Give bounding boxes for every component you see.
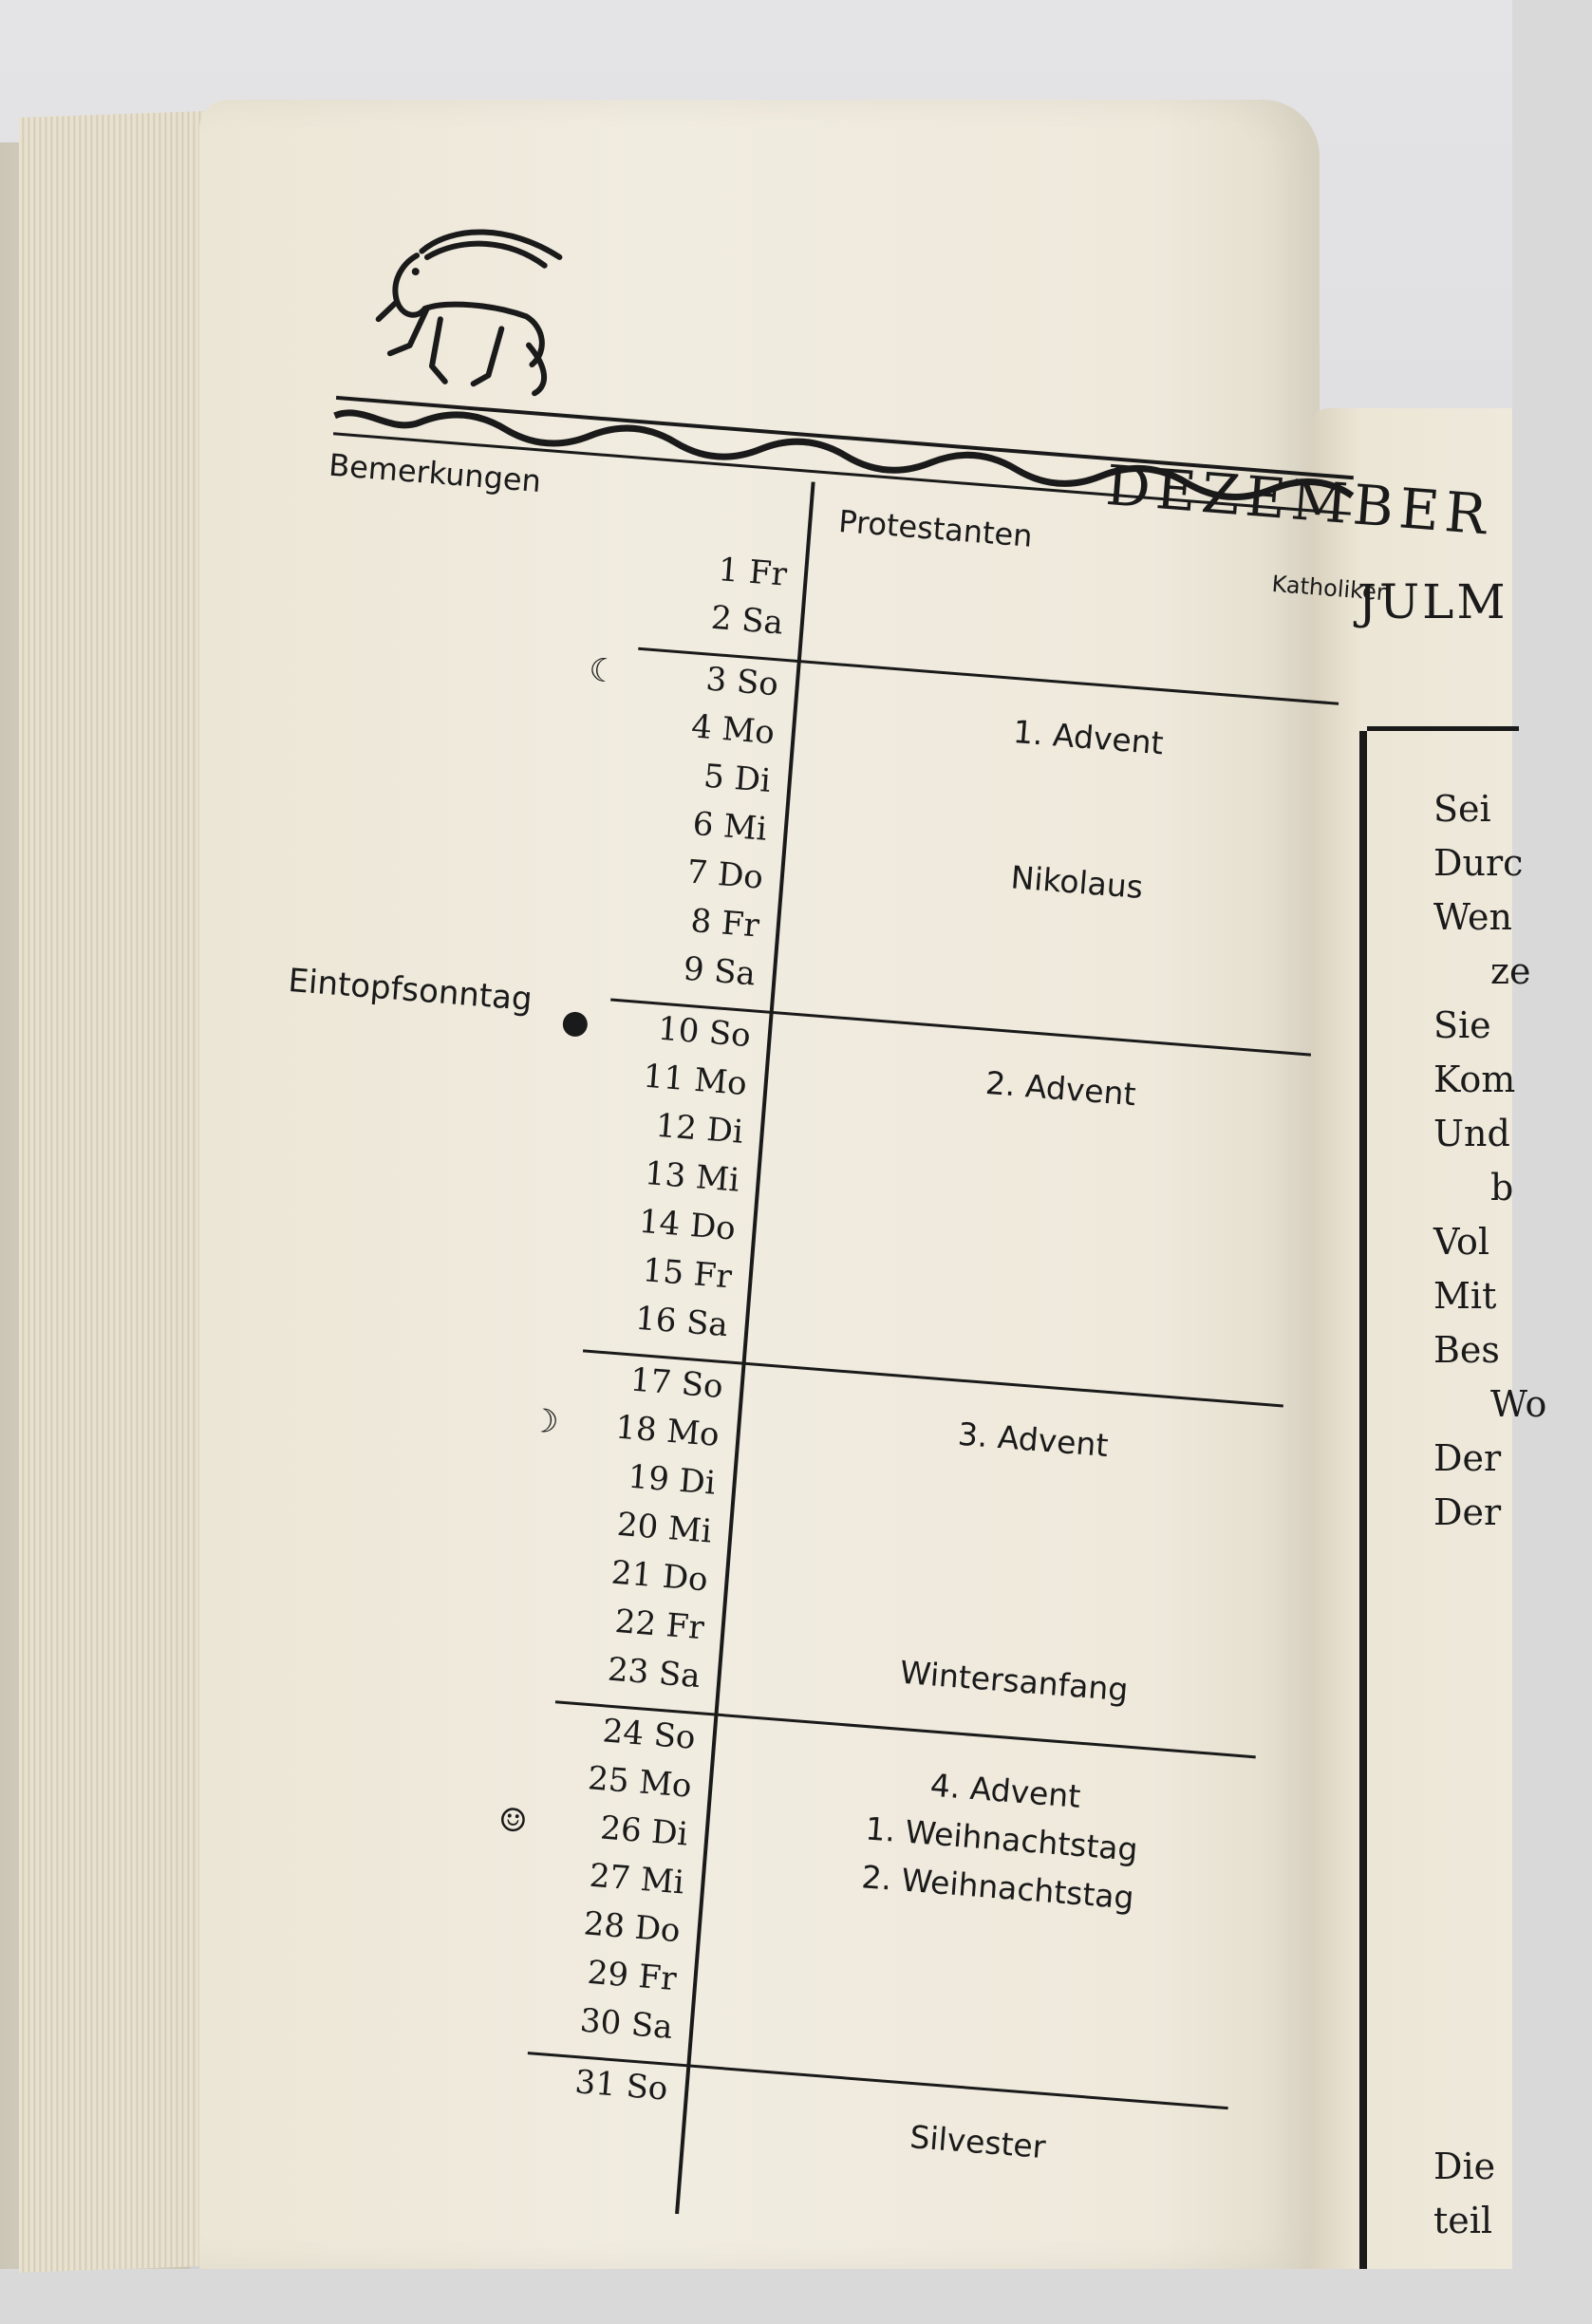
facing-page-line: Bes [1433, 1329, 1500, 1371]
calendar-event: Wintersanfang [898, 1653, 1130, 1709]
day-row: 1 Fr [717, 551, 789, 594]
capricorn-goat-icon [354, 209, 586, 405]
day-row: 26 Di [598, 1809, 690, 1854]
facing-page-line: Der [1433, 1437, 1502, 1479]
day-row: 17 So [628, 1360, 725, 1407]
facing-page-line: Mit [1433, 1275, 1497, 1317]
month-title: DEZEMBER [1103, 452, 1495, 548]
day-row: 6 Mi [691, 804, 769, 849]
day-row: 14 Do [637, 1202, 738, 1248]
moon-phase-icon: ☺ [496, 1801, 530, 1842]
day-row: 16 Sa [633, 1299, 730, 1345]
calendar-event: 1. Advent [1011, 713, 1166, 762]
day-row: 11 Mo [642, 1057, 749, 1104]
day-row: 13 Mi [643, 1154, 741, 1200]
day-row: 8 Fr [689, 901, 761, 946]
day-row: 18 Mo [613, 1408, 721, 1454]
calendar-event: 2. Weihnachtstag [860, 1858, 1135, 1917]
facing-page-line: teil [1433, 2200, 1493, 2241]
day-row: 12 Di [654, 1106, 745, 1152]
moon-phase-icon: ☾ [587, 650, 620, 692]
day-row: 7 Do [685, 853, 765, 897]
day-row: 29 Fr [586, 1953, 679, 1999]
facing-page-frame [1359, 731, 1367, 2269]
day-row: 10 So [656, 1009, 753, 1056]
facing-page-line: Der [1433, 1491, 1502, 1533]
day-row: 30 Sa [578, 2001, 675, 2047]
facing-page-line: ze [1490, 950, 1531, 992]
moon-phase-icon: ☽ [528, 1401, 561, 1442]
day-row: 4 Mo [689, 707, 777, 753]
calendar-event: 1. Weihnachtstag [864, 1809, 1139, 1868]
calendar-event: 3. Advent [956, 1415, 1110, 1465]
header-remarks: Bemerkungen [328, 446, 543, 500]
day-row: 20 Mi [615, 1505, 714, 1551]
facing-page-line: Und [1433, 1113, 1510, 1154]
day-row: 19 Di [627, 1457, 718, 1503]
calendar-event: 2. Advent [983, 1063, 1137, 1114]
moon-phase-icon: ● [559, 1002, 591, 1042]
header-catholics: Katholiken [1270, 570, 1393, 607]
remark-note: Eintopfsonntag [287, 961, 534, 1020]
day-row: 31 So [573, 2063, 669, 2108]
facing-page-line: Durc [1433, 842, 1524, 884]
day-row: 23 Sa [606, 1650, 702, 1696]
day-row: 3 So [704, 660, 780, 704]
facing-page-rule [1367, 726, 1519, 731]
header-protestants: Protestanten [837, 502, 1034, 554]
facing-page-line: Die [1433, 2146, 1496, 2187]
day-row: 28 Do [582, 1904, 683, 1951]
day-row: 5 Di [702, 757, 773, 801]
facing-page-line: b [1490, 1167, 1514, 1209]
calendar-event: Silvester [908, 2118, 1047, 2166]
day-row: 21 Do [609, 1553, 710, 1600]
day-row: 2 Sa [709, 598, 785, 643]
day-row: 22 Fr [613, 1602, 706, 1648]
calendar-event: 4. Advent [928, 1766, 1082, 1815]
day-row: 25 Mo [586, 1759, 694, 1806]
calendar-event: Nikolaus [1009, 858, 1145, 907]
day-row: 9 Sa [682, 949, 758, 994]
facing-page-line: Wen [1433, 896, 1512, 938]
facing-page-line: Kom [1433, 1059, 1516, 1100]
facing-page-line: Sei [1433, 788, 1491, 830]
facing-page-line: Sie [1433, 1004, 1491, 1046]
facing-page-line: Wo [1490, 1383, 1547, 1425]
day-row: 15 Fr [641, 1251, 734, 1297]
day-row: 27 Mi [588, 1856, 686, 1902]
facing-page-title: JULM [1358, 574, 1508, 629]
day-row: 24 So [601, 1712, 698, 1757]
facing-page-line: Vol [1433, 1221, 1489, 1263]
